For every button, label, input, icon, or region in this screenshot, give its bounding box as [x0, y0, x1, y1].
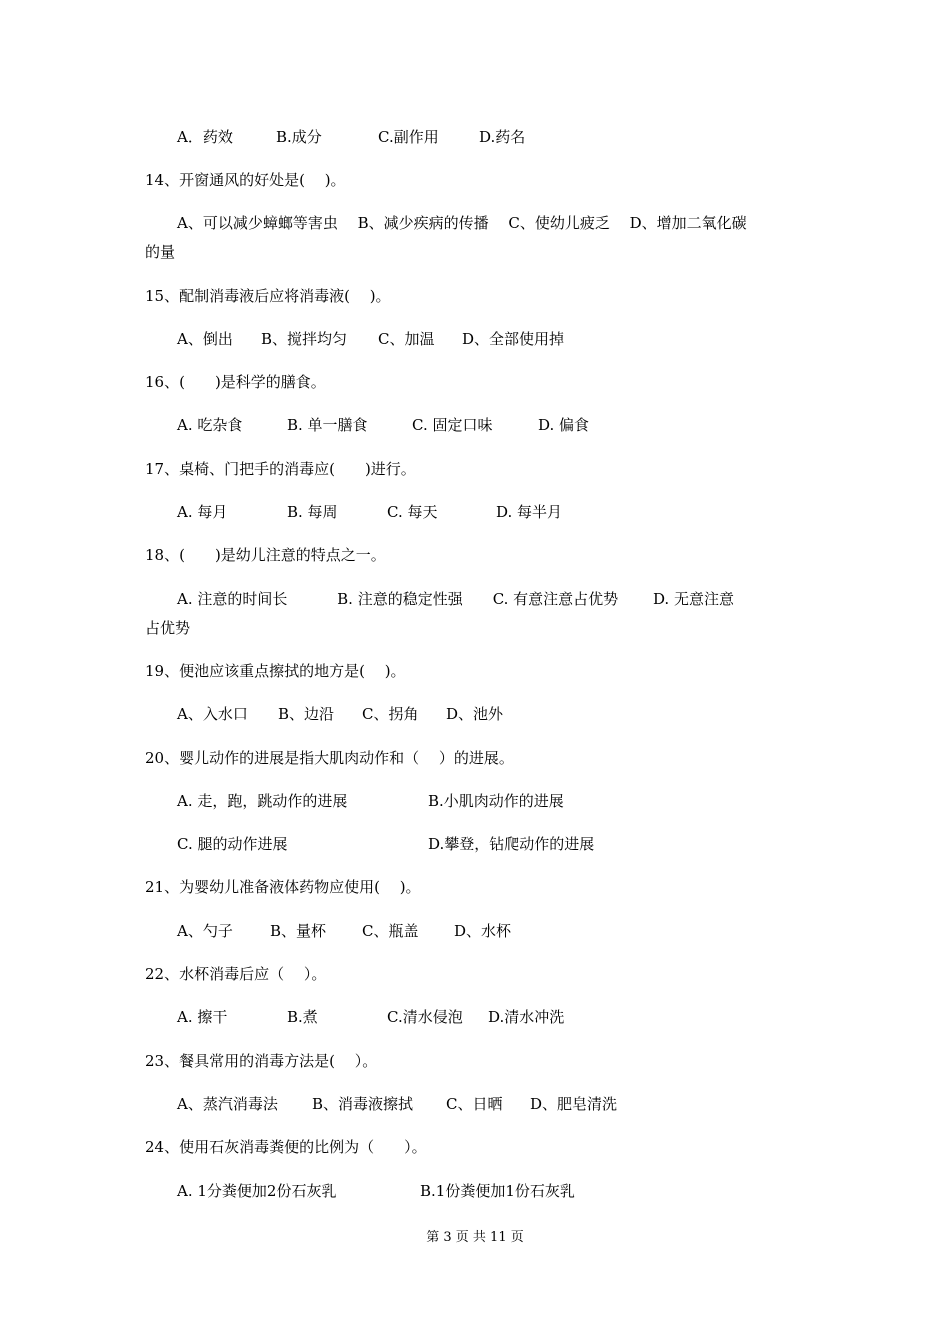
q14-options-line2: 的量: [145, 243, 176, 261]
q16-stem: 16、( )是科学的膳食。: [145, 373, 326, 391]
q18-options-line2: 占优势: [145, 619, 191, 637]
q15-option-b: B、搅拌均匀: [261, 330, 348, 348]
q16-option-b: B. 单一膳食: [287, 416, 368, 434]
q23-option-c: C、日晒: [446, 1095, 503, 1113]
q14-options-line1: A、可以减少蟑螂等害虫 B、减少疾病的传播 C、使幼儿疲乏 D、增加二氧化碳: [177, 214, 747, 232]
q22-stem: 22、水杯消毒后应（ ）。: [145, 965, 327, 983]
q22-option-a: A. 擦干: [177, 1008, 228, 1026]
q19-option-c: C、拐角: [362, 705, 419, 723]
q23-option-b: B、消毒液擦拭: [312, 1095, 414, 1113]
q17-option-b: B. 每周: [287, 503, 338, 521]
q17-option-a: A. 每月: [177, 503, 228, 521]
q21-option-b: B、量杯: [270, 922, 327, 940]
q18-stem: 18、( )是幼儿注意的特点之一。: [145, 546, 386, 564]
q20-option-a: A. 走，跑，跳动作的进展: [177, 792, 348, 810]
q21-option-a: A、勺子: [177, 922, 233, 940]
q13-option-b: B.成分: [276, 128, 322, 146]
q13-option-d: D.药名: [479, 128, 526, 146]
q24-option-a: A. 1分粪便加2份石灰乳: [177, 1182, 337, 1200]
q19-option-d: D、池外: [446, 705, 504, 723]
q22-option-c: C.清水侵泡: [387, 1008, 463, 1026]
page-footer: 第 3 页 共 11 页: [426, 1230, 524, 1245]
q20-stem: 20、婴儿动作的进展是指大肌肉动作和（ ）的进展。: [145, 749, 514, 767]
q17-option-c: C. 每天: [387, 503, 438, 521]
q22-option-b: B.煮: [287, 1008, 318, 1026]
q15-option-a: A、倒出: [177, 330, 233, 348]
q16-option-d: D. 偏食: [538, 416, 590, 434]
q15-option-c: C、加温: [378, 330, 435, 348]
q20-option-b: B.小肌肉动作的进展: [428, 792, 564, 810]
q23-option-a: A、蒸汽消毒法: [177, 1095, 278, 1113]
q18-options-line1: A. 注意的时间长 B. 注意的稳定性强 C. 有意注意占优势 D. 无意注意: [177, 590, 734, 608]
q19-option-b: B、边沿: [278, 705, 335, 723]
q21-stem: 21、为婴幼儿准备液体药物应使用( )。: [145, 878, 421, 896]
q24-stem: 24、使用石灰消毒粪便的比例为（ ）。: [145, 1138, 427, 1156]
q15-option-d: D、全部使用掉: [462, 330, 565, 348]
q17-stem: 17、桌椅、门把手的消毒应( )进行。: [145, 460, 416, 478]
q21-option-d: D、水杯: [454, 922, 512, 940]
q14-stem: 14、开窗通风的好处是( )。: [145, 171, 346, 189]
q21-option-c: C、瓶盖: [362, 922, 419, 940]
q24-option-b: B.1份粪便加1份石灰乳: [420, 1182, 575, 1200]
q13-option-c: C.副作用: [378, 128, 439, 146]
q13-option-a: A．药效: [177, 128, 233, 146]
q23-option-d: D、肥皂清洗: [530, 1095, 618, 1113]
q17-option-d: D. 每半月: [496, 503, 563, 521]
q16-option-c: C. 固定口味: [412, 416, 493, 434]
q23-stem: 23、餐具常用的消毒方法是( ）。: [145, 1052, 378, 1070]
q19-stem: 19、便池应该重点擦拭的地方是( )。: [145, 662, 406, 680]
q19-option-a: A、入水口: [177, 705, 248, 723]
q20-option-d: D.攀登，钻爬动作的进展: [428, 835, 595, 853]
q22-option-d: D.清水冲洗: [488, 1008, 565, 1026]
q20-option-c: C. 腿的动作进展: [177, 835, 288, 853]
q16-option-a: A. 吃杂食: [177, 416, 243, 434]
q15-stem: 15、配制消毒液后应将消毒液( )。: [145, 287, 391, 305]
